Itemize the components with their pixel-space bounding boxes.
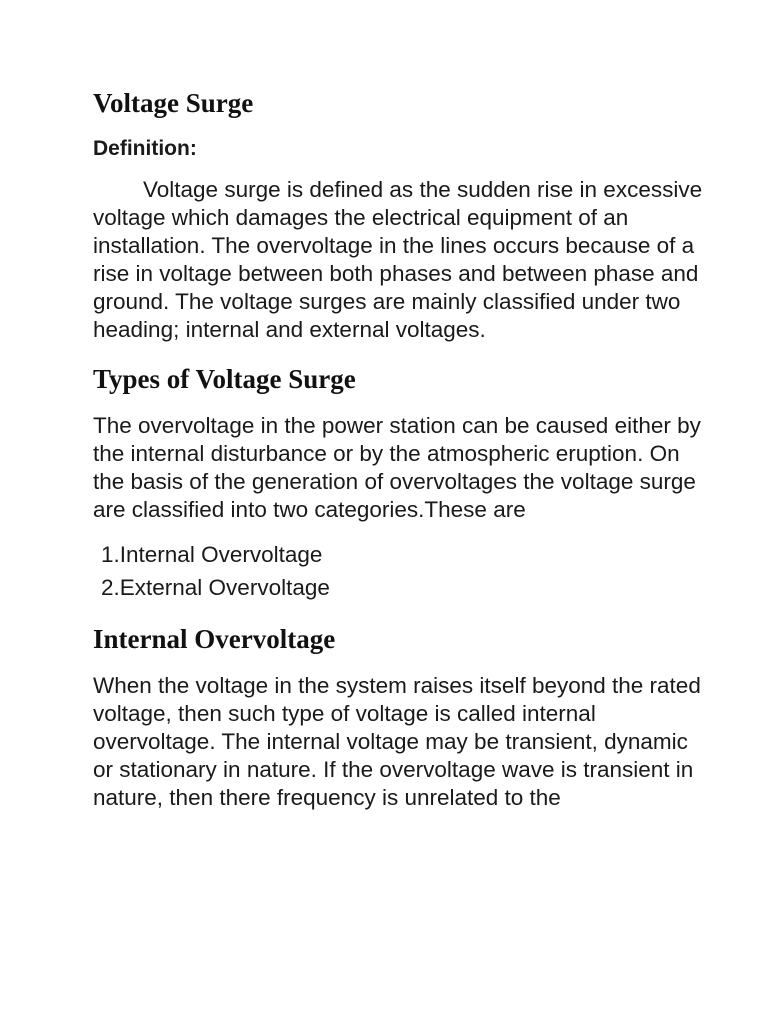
list-item-label: Internal Overvoltage xyxy=(119,542,323,567)
list-item xyxy=(93,571,713,604)
list-item-number: 1. xyxy=(101,542,120,567)
definition-paragraph: Voltage surge is defined as the sudden rise in excessive voltage which damages the electrical equipment of an installation. The overvoltage in the lines occurs because of a rise in voltage between both phases and between phase and ground. The voltage surges are mainly classified under two heading; internal and external voltages. xyxy=(93,177,703,342)
internal-overvoltage-heading: Internal Overvoltage xyxy=(93,624,336,654)
types-paragraph: The overvoltage in the power station can be caused either by the internal disturbance or by the atmospheric eruption. On the basis of the generation of overvoltages the voltage surge are classified into two categories.These are xyxy=(93,413,701,522)
types-list xyxy=(93,538,713,604)
list-item xyxy=(93,538,713,571)
internal-overvoltage-paragraph: When the voltage in the system raises itself beyond the rated voltage, then such type of voltage is called internal overvoltage. The internal voltage may be transient, dynamic or stationary in nature. If the overvoltage wave is transient in nature, then there frequency is unrelated to the xyxy=(93,673,701,810)
types-heading: Types of Voltage Surge xyxy=(93,364,356,394)
list-item-number: 2. xyxy=(101,575,120,600)
page-title: Voltage Surge xyxy=(93,88,254,118)
definition-heading: Definition: xyxy=(93,137,197,160)
list-item-label: External Overvoltage xyxy=(119,575,330,600)
document-page xyxy=(93,86,713,812)
